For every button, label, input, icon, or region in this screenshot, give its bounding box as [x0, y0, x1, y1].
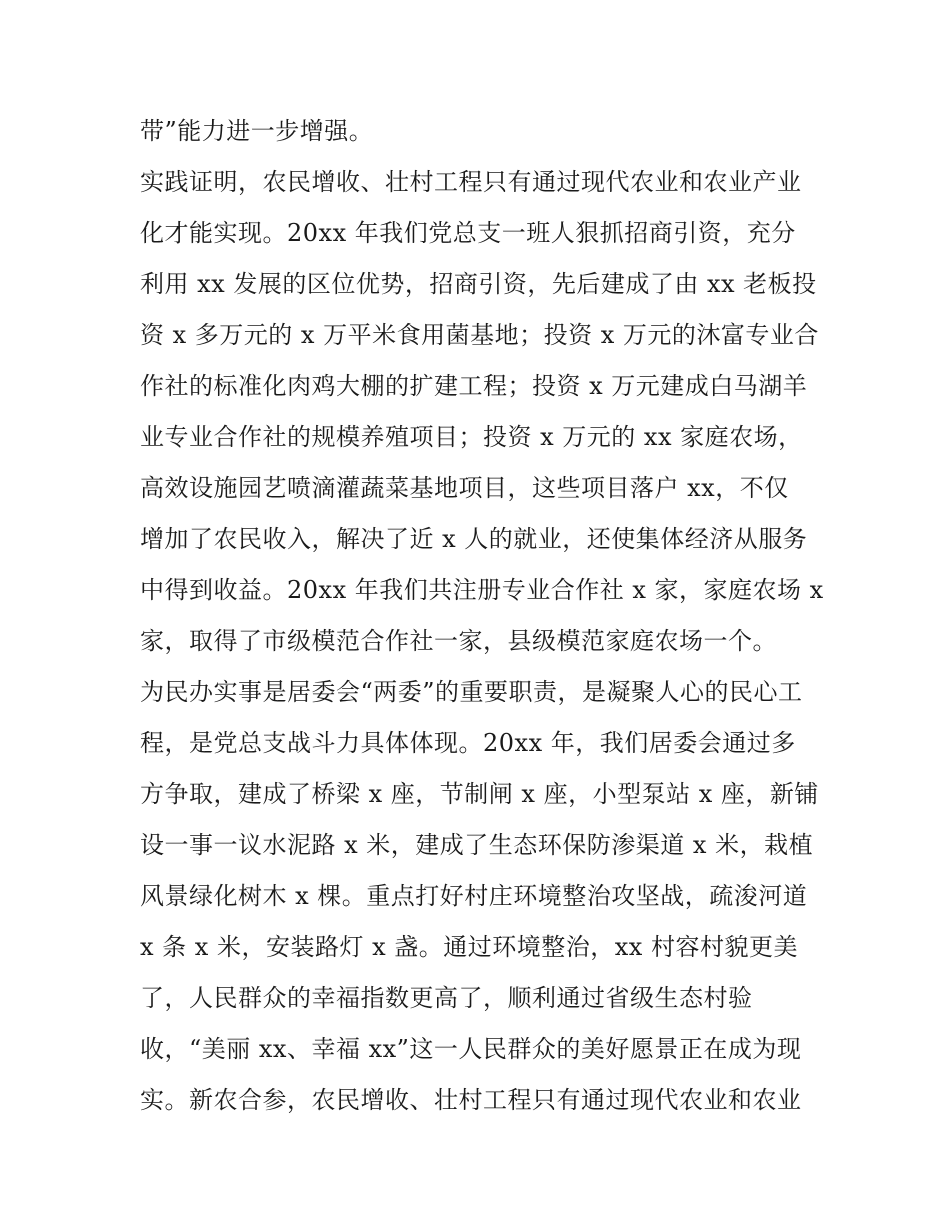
- text-line: 高效设施园艺喷滴灌蔬菜基地项目，这些项目落户 xx，不仅: [140, 474, 789, 502]
- text-line: 实践证明，农民增收、壮村工程只有通过现代农业和农业产业: [140, 168, 802, 196]
- text-line: 收，“美丽 xx、幸福 xx”这一人民群众的美好愿景正在成为现: [140, 1035, 802, 1063]
- text-line: 资 x 多万元的 x 万平米食用菌基地；投资 x 万元的沐富专业合: [140, 321, 819, 349]
- text-line: 增加了农民收入，解决了近 x 人的就业，还使集体经济从服务: [140, 525, 808, 553]
- text-line: 利用 xx 发展的区位优势，招商引资，先后建成了由 xx 老板投: [140, 270, 817, 298]
- text-line: 家，取得了市级模范合作社一家，县级模范家庭农场一个。: [140, 627, 777, 655]
- body-text: [140, 106, 830, 1126]
- text-line: 了，人民群众的幸福指数更高了，顺利通过省级生态村验: [140, 984, 753, 1012]
- text-line: 方争取，建成了桥梁 x 座，节制闸 x 座，小型泵站 x 座，新铺: [140, 780, 819, 808]
- text-line: 化才能实现。20xx 年我们党总支一班人狠抓招商引资，充分: [140, 219, 796, 247]
- text-line: x 条 x 米，安装路灯 x 盏。通过环境整治，xx 村容村貌更美: [140, 933, 798, 961]
- text-line: 业专业合作社的规模养殖项目；投资 x 万元的 xx 家庭农场，: [140, 423, 803, 451]
- text-line: 为民办实事是居委会“两委”的重要职责，是凝聚人心的民心工: [140, 678, 803, 706]
- text-line: 中得到收益。20xx 年我们共注册专业合作社 x 家，家庭农场 x: [140, 576, 824, 604]
- text-line: 作社的标准化肉鸡大棚的扩建工程；投资 x 万元建成白马湖羊: [140, 372, 808, 400]
- text-line: 设一事一议水泥路 x 米，建成了生态环保防渗渠道 x 米，栽植: [140, 831, 814, 859]
- text-line: 实。新农合参，农民增收、壮村工程只有通过现代农业和农业: [140, 1086, 802, 1114]
- text-line: 带”能力进一步增强。: [140, 117, 374, 145]
- text-line: 程，是党总支战斗力具体体现。20xx 年，我们居委会通过多: [140, 729, 796, 757]
- text-line: 风景绿化树木 x 棵。重点打好村庄环境整治攻坚战，疏浚河道: [140, 882, 808, 910]
